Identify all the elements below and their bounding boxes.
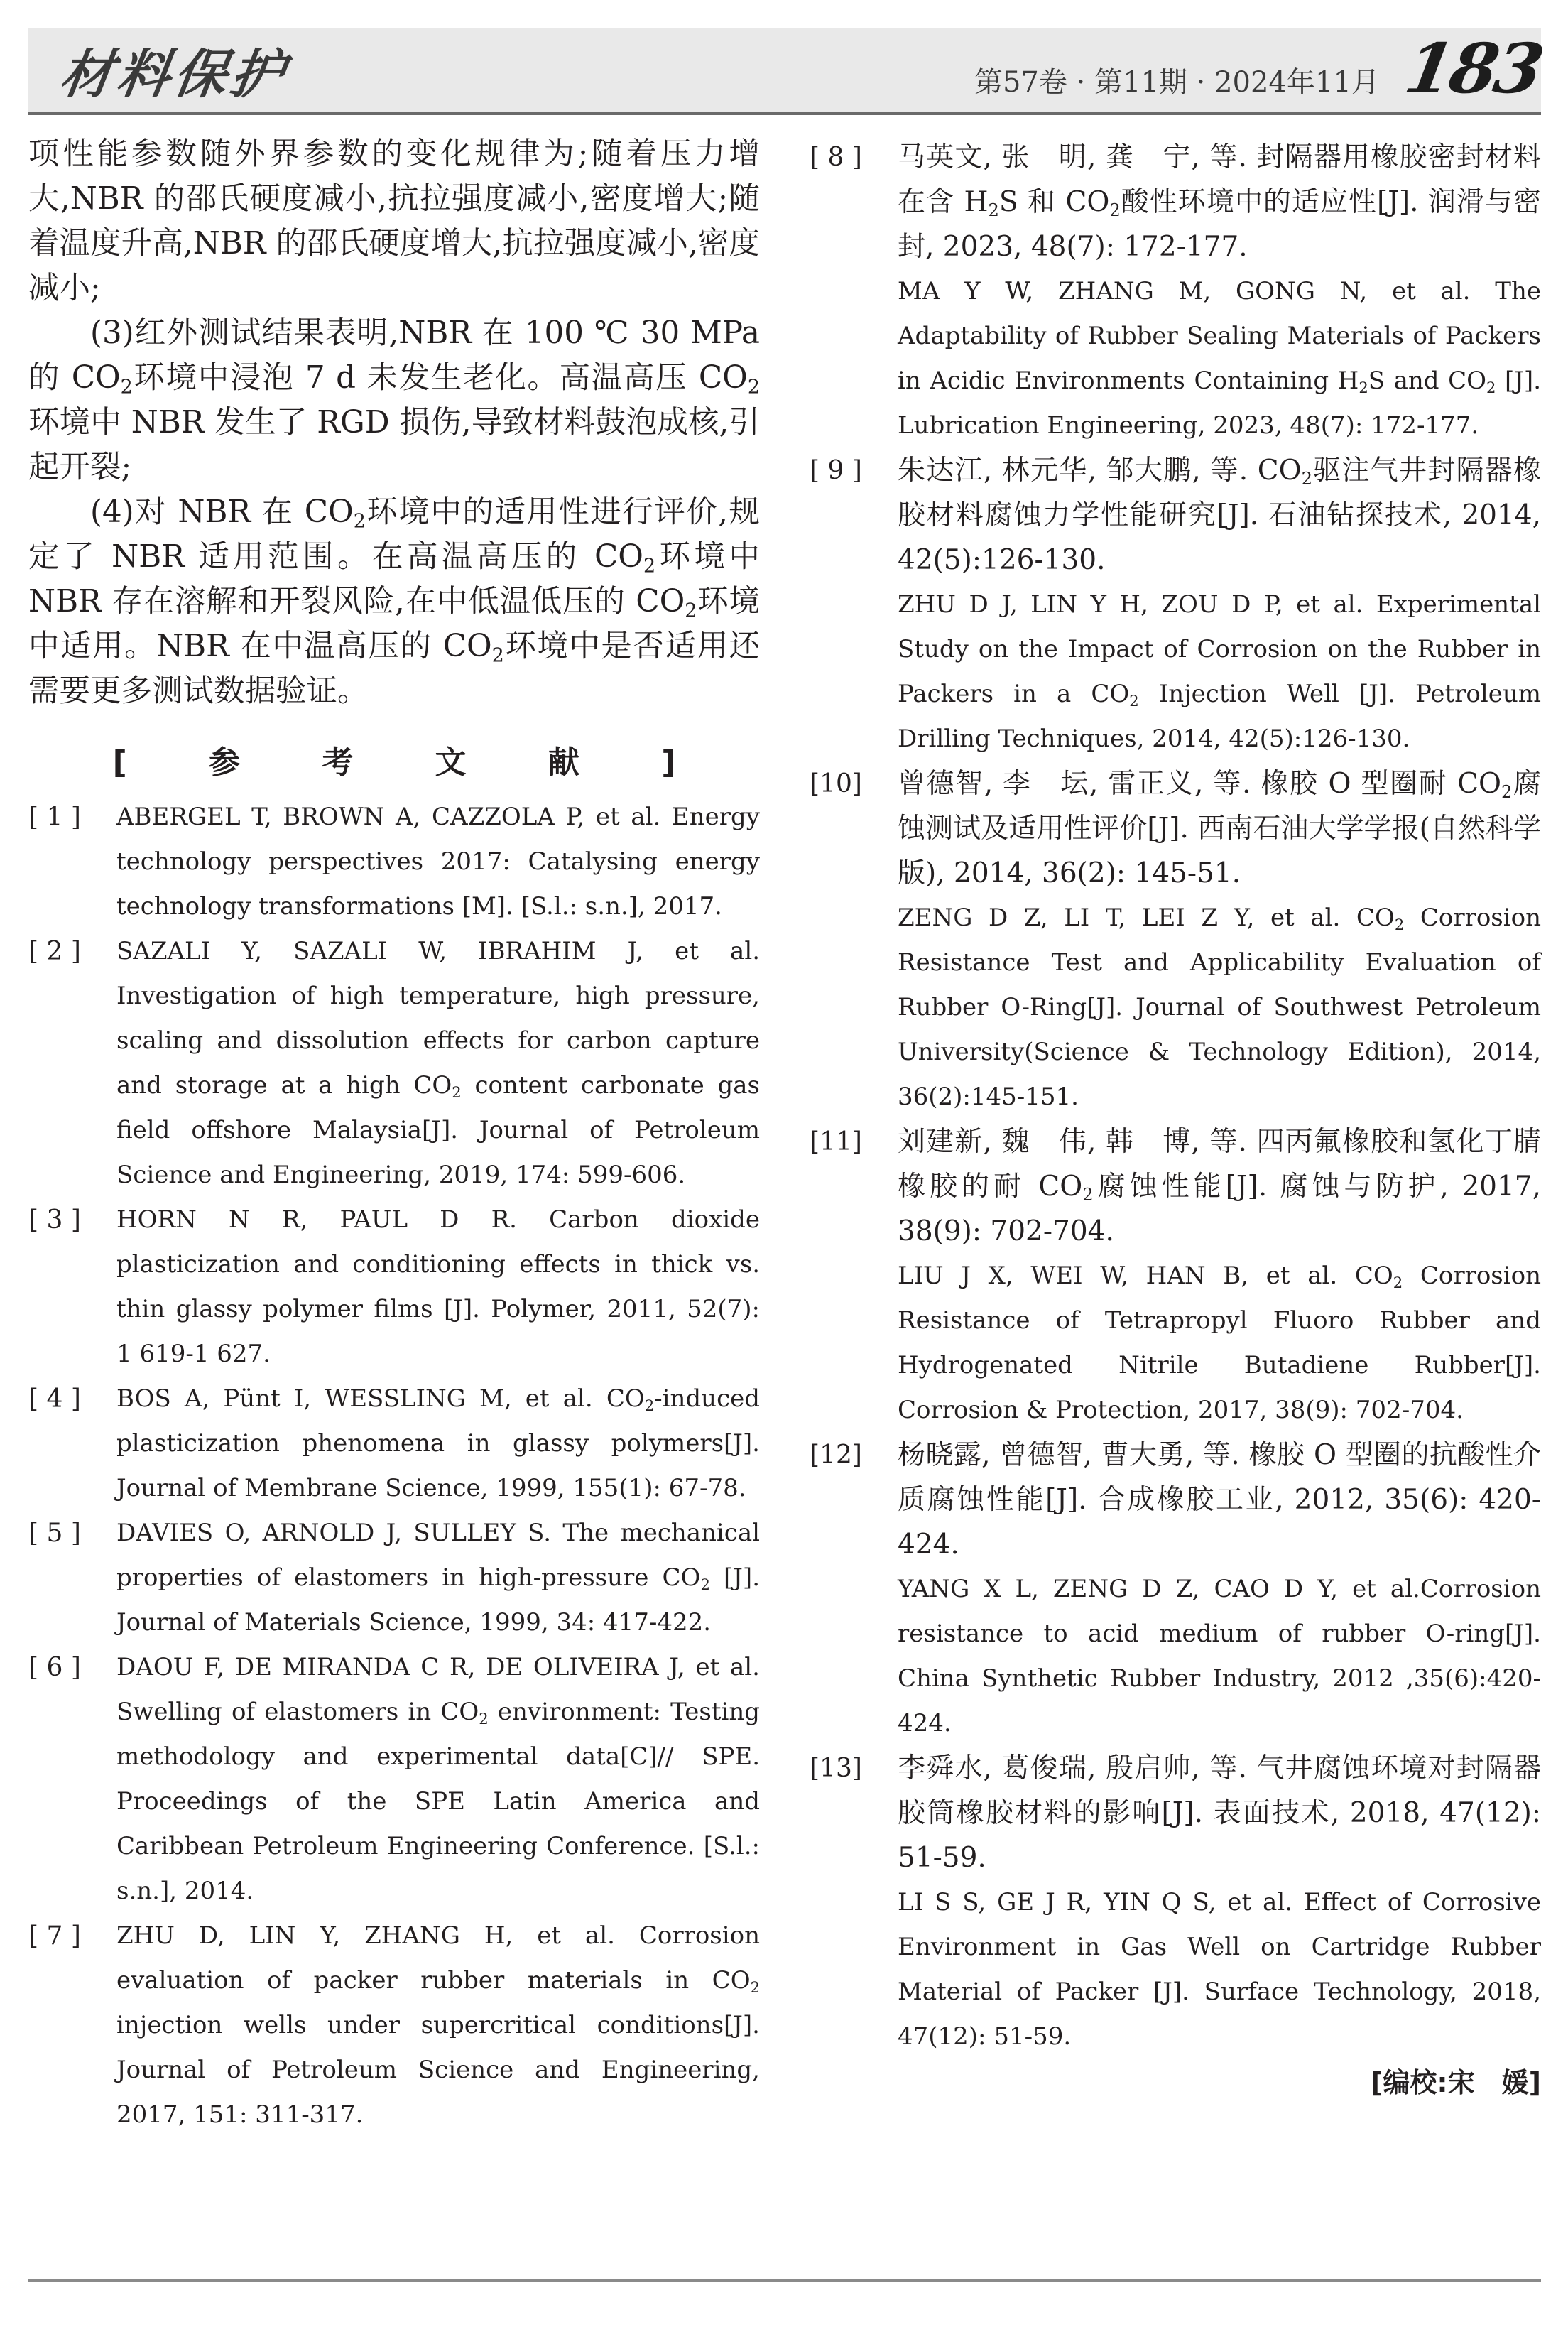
reference-item [810,1433,1541,1746]
reference-text-en: DAVIES O, ARNOLD J, SULLEY S. The mechanical properties of elastomers in high-pressure $CO_2$ [J]. Journal of Materials Science, 1999, 34: 417-422. [116,1519,760,1637]
reference-text-cn: 刘建新, 魏 伟, 韩 博, 等. 四丙氟橡胶和氢化丁腈橡胶的耐 $CO_2$腐蚀性能[J]. 腐蚀与防护, 2017, 38(9): 702-704. [898,1126,1541,1247]
reference-text-en: ABERGEL T, BROWN A, CAZZOLA P, et al. Energy technology perspectives 2017: Catalysing energy technology transformations [M]. [S.l.: s.n.], 2017. [116,803,760,921]
reference-number: [ 9 ] [810,456,862,485]
body-paragraph-3: (4)对 NBR 在 $CO_2$环境中的适用性进行评价,规定了 NBR 适用范围。在高温高压的 $CO_2$环境中 NBR 存在溶解和开裂风险,在中低温低压的 $CO_2$环境中适用。NBR 在中温高压的 $CO_2$环境中是否适用还需要更多测试数据验证。 [28,494,761,709]
page-number: 183 [1399,28,1547,109]
reference-number: [ 6 ] [28,1653,81,1682]
reference-text-cn: 杨晓露, 曾德智, 曹大勇, 等. 橡胶 O 型圈的抗酸性介质腐蚀性能[J]. 合成橡胶工业, 2012, 35(6): 420-424. [898,1439,1541,1561]
reference-number: [12] [810,1441,862,1470]
reference-number: [ 7 ] [28,1921,81,1951]
reference-text-en: ZENG D Z, LI T, LEI Z Y, et al. $CO_2$ Corrosion Resistance Test and Applicability Evaluation of Rubber O-Ring[J]. Journal of Southwest Petroleum University(Science & Technology Edition), 2014, 36(2):145-151. [898,904,1541,1111]
reference-text-en: MA Y W, ZHANG M, GONG N, et al. The Adaptability of Rubber Sealing Materials of Packers in Acidic Environments Containing $H_2S$ and $CO_2$ [J]. Lubrication Engineering, 2023, 48(7): 172-177. [898,277,1542,440]
reference-item [28,795,760,929]
body-paragraph-2: (3)红外测试结果表明,NBR 在 100 ℃ 30 MPa 的 $CO_2$环境中浸泡 7 d 未发生老化。高温高压 $CO_2$环境中 NBR 发生了 RGD 损伤,导致材料鼓泡成核,引起开裂; [28,315,760,485]
reference-item [28,1511,760,1645]
reference-item [28,1198,760,1377]
reference-number: [ 5 ] [28,1519,81,1548]
reference-item [28,1645,760,1914]
references-right [810,135,1541,2059]
issue-info: 第57卷 · 第11期 · 2024年11月 [974,66,1380,99]
reference-text-cn: 李舜水, 葛俊瑞, 殷启帅, 等. 气井腐蚀环境对封隔器胶筒橡胶材料的影响[J]. 表面技术, 2018, 47(12): 51-59. [898,1752,1541,1874]
reference-text-en: YANG X L, ZENG D Z, CAO D Y, et al.Corrosion resistance to acid medium of rubber O-ring[J]. China Synthetic Rubber Industry, 2012 ,35(6):420-424. [898,1575,1541,1737]
reference-item [810,135,1541,448]
reference-number: [ 3 ] [28,1205,81,1235]
reference-text-en: ZHU D, LIN Y, ZHANG H, et al. Corrosion evaluation of packer rubber materials in $CO_2$ injection wells under supercritical conditions[J]. Journal of Petroleum Science and Engineering, 2017, 151: 311-317. [116,1921,760,2129]
reference-number: [ 4 ] [28,1384,81,1414]
reference-item [810,1119,1541,1433]
reference-number: [13] [810,1754,862,1783]
reference-item [28,929,760,1198]
reference-text-en: LI S S, GE J R, YIN Q S, et al. Effect of Corrosive Environment in Gas Well on Cartridge Rubber Material of Packer [J]. Surface Technology, 2018, 47(12): 51-59. [898,1888,1541,2051]
left-column [28,132,760,2137]
reference-item [810,1746,1541,2059]
reference-number: [ 2 ] [28,937,81,966]
reference-text-en: BOS A, Pünt I, WESSLING M, et al. $CO_2$-induced plasticization phenomena in glassy polymers[J]. Journal of Membrane Science, 1999, 155(1): 67-78. [116,1384,760,1502]
editor-note: [编校:宋 媛] [1371,2067,1541,2098]
reference-number: [ 8 ] [810,143,862,172]
reference-text-en: HORN N R, PAUL D R. Carbon dioxide plasticization and conditioning effects in thick vs. thin glassy polymer films [J]. Polymer, 2011, 52(7): 1 619-1 627. [116,1205,760,1368]
body-paragraph-1: 项性能参数随外界参数的变化规律为;随着压力增大,NBR 的邵氏硬度减小,抗拉强度减小,密度增大;随着温度升高,NBR 的邵氏硬度增大,抗拉强度减小,密度减小; [28,136,760,306]
reference-number: [ 1 ] [28,803,81,832]
reference-text-en: LIU J X, WEI W, HAN B, et al. $CO_2$ Corrosion Resistance of Tetrapropyl Fluoro Rubber and Hydrogenated Nitrile Butadiene Rubber[J]. Corrosion & Protection, 2017, 38(9): 702-704. [898,1262,1541,1424]
reference-text-en: ZHU D J, LIN Y H, ZOU D P, et al. Experimental Study on the Impact of Corrosion on the Rubber in Packers in a $CO_2$ Injection Well [J]. Petroleum Drilling Techniques, 2014, 42(5):126-130. [898,590,1541,753]
reference-text-cn: 朱达江, 林元华, 邹大鹏, 等. $CO_2$驱注气井封隔器橡胶材料腐蚀力学性能研究[J]. 石油钻探技术, 2014, 42(5):126-130. [898,455,1541,576]
reference-number: [10] [810,769,862,798]
reference-number: [11] [810,1127,862,1156]
footer-rule [28,2279,1541,2282]
reference-text-cn: 马英文, 张 明, 龚 宁, 等. 封隔器用橡胶密封材料在含 $H_2S$ 和 $CO_2$酸性环境中的适应性[J]. 润滑与密封, 2023, 48(7): 172-177. [898,141,1541,263]
reference-text-cn: 曾德智, 李 坛, 雷正义, 等. 橡胶 O 型圈耐 $CO_2$腐蚀测试及适用性评价[J]. 西南石油大学学报(自然科学版), 2014, 36(2): 145-51. [898,768,1541,889]
reference-item [28,1377,760,1511]
reference-item [810,448,1541,761]
references-heading: [ 参 考 文 献 ] [112,744,712,781]
references-left [28,795,760,2137]
reference-item [810,761,1541,1119]
reference-text-en: SAZALI Y, SAZALI W, IBRAHIM J, et al. Investigation of high temperature, high pressure, scaling and dissolution effects for carbon capture and storage at a high $CO_2$ content carbonate gas field offshore Malaysia[J]. Journal of Petroleum Science and Engineering, 2019, 174: 599-606. [116,937,760,1189]
journal-logo: 材料保护 [56,44,293,105]
reference-item [28,1914,760,2137]
header-rule [28,112,1541,115]
reference-text-en: DAOU F, DE MIRANDA C R, DE OLIVEIRA J, et al. Swelling of elastomers in $CO_2$ environment: Testing methodology and experimental data[C]// SPE. Proceedings of the SPE Latin America and Caribbean Petroleum Engineering Conference. [S.l.: s.n.], 2014. [116,1653,760,1905]
right-column [810,135,1541,2105]
